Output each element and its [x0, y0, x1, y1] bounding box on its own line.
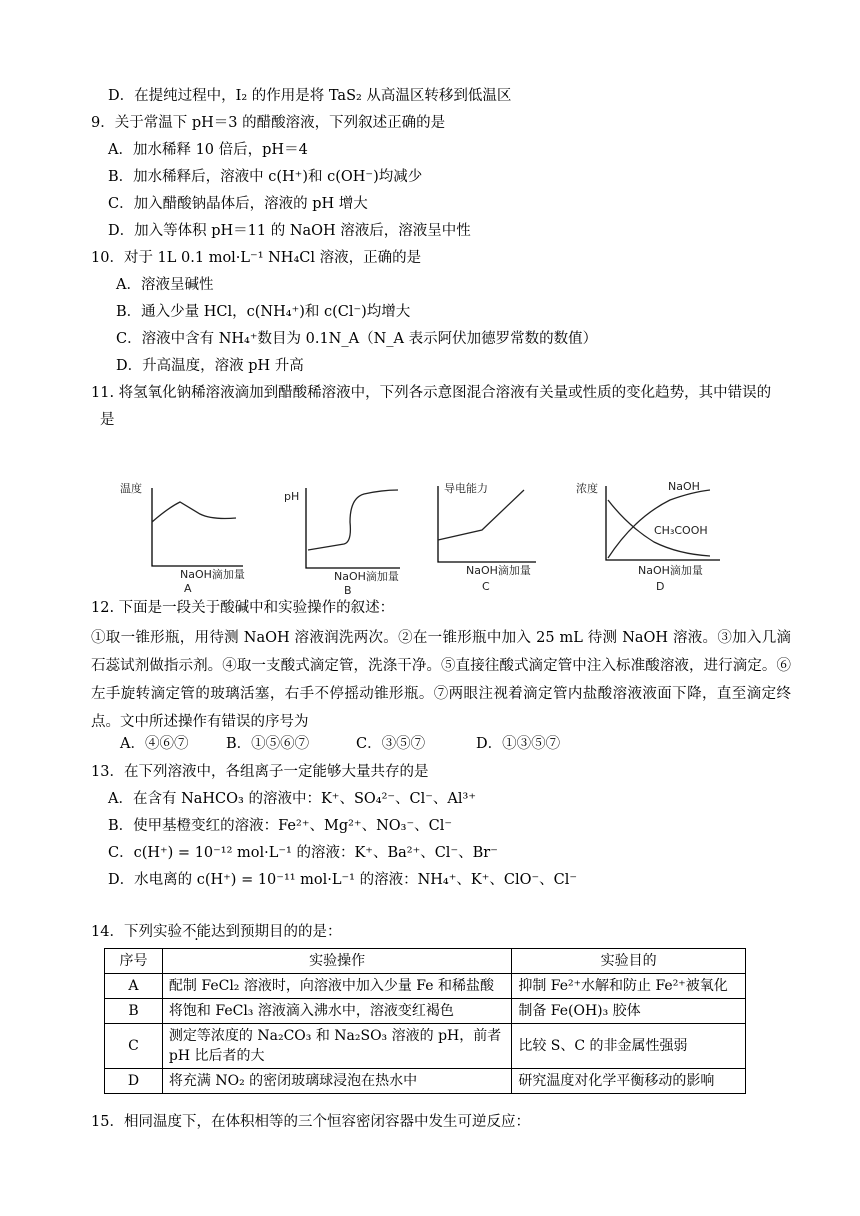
- graph-a-letter: A: [184, 582, 192, 595]
- q12-stem: 12. 下面是一段关于酸碱中和实验操作的叙述：: [91, 600, 395, 616]
- graph-d: [574, 478, 724, 600]
- q11-stem-line1: 11. 将氢氧化钠稀溶液滴加到醋酸稀溶液中，下列各示意图混合溶液有关量或性质的变化趋势，其中错误的: [91, 385, 772, 401]
- q8-option-d: D．在提纯过程中，I₂ 的作用是将 TaS₂ 从高温区转移到低温区: [108, 88, 512, 104]
- q10-option-c: C．溶液中含有 NH₄⁺数目为 0.1N_A（N_A 表示阿伏加德罗常数的数值）: [116, 331, 598, 347]
- q15-stem: 15．相同温度下，在体积相等的三个恒容密闭容器中发生可逆反应：: [91, 1114, 530, 1130]
- q12-option-b: B．①⑤⑥⑦: [226, 736, 310, 752]
- q14-table: [104, 948, 746, 1094]
- q9-option-b: B．加水稀释后，溶液中 c(H⁺)和 c(OH⁻)均减少: [108, 169, 423, 185]
- q12-option-d: D．①③⑤⑦: [476, 736, 561, 752]
- table-cell: 将充满 NO₂ 的密闭玻璃球浸泡在热水中: [162, 1069, 511, 1094]
- table-row: [105, 1069, 746, 1094]
- graph-a: [118, 478, 258, 600]
- q9-option-a: A．加水稀释 10 倍后，pH＝4: [108, 142, 308, 158]
- table-cell: 将饱和 FeCl₃ 溶液滴入沸水中，溶液变红褐色: [162, 999, 511, 1024]
- q12-option-c: C．③⑤⑦: [356, 736, 426, 752]
- table-cell: 比较 S、C 的非金属性强弱: [512, 1024, 746, 1069]
- table-cell: 制备 Fe(OH)₃ 胶体: [512, 999, 746, 1024]
- table-cell: A: [105, 974, 163, 999]
- q10-option-d: D．升高温度，溶液 pH 升高: [116, 358, 304, 374]
- table-cell: 测定等浓度的 Na₂CO₃ 和 Na₂SO₃ 溶液的 pH，前者 pH 比后者的大: [162, 1024, 511, 1069]
- q11-stem-line2: 是: [100, 412, 115, 428]
- table-cell: B: [105, 999, 163, 1024]
- q13-option-d: D．水电离的 c(H⁺) = 10⁻¹¹ mol·L⁻¹ 的溶液：NH₄⁺、K⁺、ClO⁻、Cl⁻: [108, 872, 578, 888]
- graph-b-letter: B: [344, 584, 352, 597]
- table-row: [105, 999, 746, 1024]
- graph-c: [436, 478, 576, 600]
- graph-b-ylabel: pH: [284, 490, 300, 503]
- q10-option-a: A．溶液呈碱性: [116, 277, 214, 293]
- table-cell: 研究温度对化学平衡移动的影响: [512, 1069, 746, 1094]
- q13-option-a: A．在含有 NaHCO₃ 的溶液中：K⁺、SO₄²⁻、Cl⁻、Al³⁺: [108, 791, 477, 807]
- graph-d-curve-naoh: NaOH: [668, 480, 700, 493]
- table-row: [105, 974, 746, 999]
- q9-stem: 9．关于常温下 pH＝3 的醋酸溶液，下列叙述正确的是: [91, 115, 446, 131]
- q13-stem: 13．在下列溶液中，各组离子一定能够大量共存的是: [91, 764, 429, 780]
- table-cell: 配制 FeCl₂ 溶液时，向溶液中加入少量 Fe 和稀盐酸: [162, 974, 511, 999]
- table-row: [105, 1024, 746, 1069]
- graph-a-ylabel: 温度: [120, 482, 142, 495]
- table-header: 实验操作: [162, 949, 511, 974]
- graph-d-curve-ch3cooh: CH₃COOH: [654, 524, 708, 537]
- table-header: 序号: [105, 949, 163, 974]
- q14-stem: 14．下列实验不能达到预期目的的是：: [91, 924, 342, 940]
- q10-stem: 10．对于 1L 0.1 mol·L⁻¹ NH₄Cl 溶液，正确的是: [91, 250, 422, 266]
- graph-c-letter: C: [482, 580, 490, 593]
- graph-d-ylabel: 浓度: [576, 482, 598, 495]
- graph-c-xlabel: NaOH滴加量: [466, 564, 531, 577]
- table-header-row: [105, 949, 746, 974]
- graph-a-xlabel: NaOH滴加量: [180, 568, 245, 581]
- q14-emphasis: 不能: [181, 924, 211, 940]
- graph-d-letter: D: [656, 580, 665, 593]
- table-header: 实验目的: [512, 949, 746, 974]
- q13-option-b: B．使甲基橙变红的溶液：Fe²⁺、Mg²⁺、NO₃⁻、Cl⁻: [108, 818, 452, 834]
- graph-b-xlabel: NaOH滴加量: [334, 570, 399, 583]
- table-cell: 抑制 Fe²⁺水解和防止 Fe²⁺被氧化: [512, 974, 746, 999]
- q9-option-c: C．加入醋酸钠晶体后，溶液的 pH 增大: [108, 196, 368, 212]
- table-cell: C: [105, 1024, 163, 1069]
- q13-option-c: C．c(H⁺) = 10⁻¹² mol·L⁻¹ 的溶液：K⁺、Ba²⁺、Cl⁻、Br⁻: [108, 845, 498, 861]
- table-cell: D: [105, 1069, 163, 1094]
- graph-d-xlabel: NaOH滴加量: [638, 564, 703, 577]
- q12-option-a: A．④⑥⑦: [120, 736, 189, 752]
- q9-option-d: D．加入等体积 pH＝11 的 NaOH 溶液后，溶液呈中性: [108, 223, 471, 239]
- graph-b: [282, 478, 422, 600]
- q10-option-b: B．通入少量 HCl，c(NH₄⁺)和 c(Cl⁻)均增大: [116, 304, 411, 320]
- q12-body: ①取一锥形瓶，用待测 NaOH 溶液润洗两次。②在一锥形瓶中加入 25 mL 待测 NaOH 溶液。③加入几滴石蕊试剂做指示剂。④取一支酸式滴定管，洗涤干净。⑤直接往酸式滴定管中注入标准酸溶液，进行滴定。⑥左手旋转滴定管的玻璃活塞，右手不停摇动锥形瓶。⑦两眼注视着滴定管内盐酸溶液液面下降，直至滴定终点。文中所述操作有错误的序号为: [91, 630, 791, 730]
- graph-c-ylabel: 导电能力: [444, 482, 488, 495]
